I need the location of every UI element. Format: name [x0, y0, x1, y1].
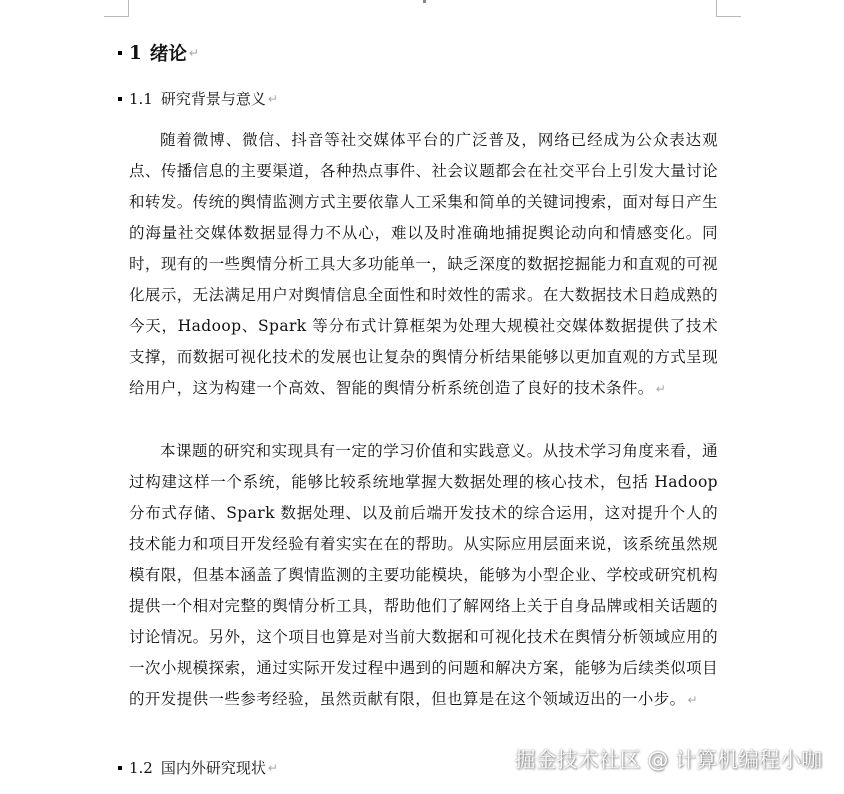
heading-1-1-number: 1.1 [129, 89, 153, 108]
paragraph-mark-icon: ↵ [267, 760, 278, 775]
heading-1-1-text: 研究背景与意义 [160, 90, 266, 108]
crop-mark-top-right [716, 0, 741, 17]
heading-1-text: 绪论 [149, 44, 187, 65]
crop-mark-top-left [104, 0, 129, 17]
heading-1-2-number: 1.2 [129, 758, 153, 777]
paragraph-mark-icon: ↵ [188, 46, 199, 60]
heading-1-2-text: 国内外研究现状 [160, 759, 266, 777]
body-paragraph-2-text: 本课题的研究和实现具有一定的学习价值和实践意义。从技术学习角度来看，通过构建这样一个系统，能够比较系统地掌握大数据处理的核心技术，包括 Hadoop 分布式存储、Spark 数据处理、以及前后端开发技术的综合运用，这对提升个人的技术能力和项目开发经验有着实实在在的帮助。从实际应用层面来说，该系统虽然规模有限，但基本涵盖了舆情监测的主要功能模块，能够为小型企业、学校或研究机构提供一个相对完整的舆情分析工具，帮助他们了解网络上关于自身品牌或相关话题的讨论情况。另外，这个项目也算是对当前大数据和可视化技术在舆情分析领域应用的一次小规模探索，通过实际开发过程中遇到的问题和解决方案，能够为后续类似项目的开发提供一些参考经验，虽然贡献有限，但也算是在这个领域迈出的一小步。 [129, 442, 718, 708]
body-paragraph-2[interactable] [129, 436, 718, 716]
watermark: 掘金技术社区 @ 计算机编程小咖 [514, 748, 822, 772]
heading-1[interactable] [118, 40, 199, 66]
paragraph-mark-icon: ↵ [687, 693, 698, 707]
paragraph-mark-icon: ↵ [655, 382, 667, 396]
heading-1-2[interactable] [118, 757, 278, 778]
body-paragraph-1-text: 随着微博、微信、抖音等社交媒体平台的广泛普及，网络已经成为公众表达观点、传播信息的主要渠道，各种热点事件、社会议题都会在社交平台上引发大量讨论和转发。传统的舆情监测方式主要依靠人工采集和简单的关键词搜索，面对每日产生的海量社交媒体数据显得力不从心，难以及时准确地捕捉舆论动向和情感变化。同时，现有的一些舆情分析工具大多功能单一，缺乏深度的数据挖掘能力和直观的可视化展示，无法满足用户对舆情信息全面性和时效性的需求。在大数据技术日趋成熟的今天，Hadoop、Spark 等分布式计算框架为处理大规模社交媒体数据提供了技术支撑，而数据可视化技术的发展也让复杂的舆情分析结果能够以更加直观的方式呈现给用户，这为构建一个高效、智能的舆情分析系统创造了良好的技术条件。 [129, 131, 718, 397]
heading-1-number: 1 [129, 42, 142, 64]
body-paragraph-1[interactable] [129, 125, 718, 405]
heading-bullet-icon [118, 97, 122, 101]
page-top-marker [423, 0, 426, 3]
heading-bullet-icon [118, 51, 122, 55]
heading-bullet-icon [118, 766, 122, 770]
heading-1-1[interactable] [118, 88, 278, 109]
paragraph-mark-icon: ↵ [267, 91, 278, 106]
